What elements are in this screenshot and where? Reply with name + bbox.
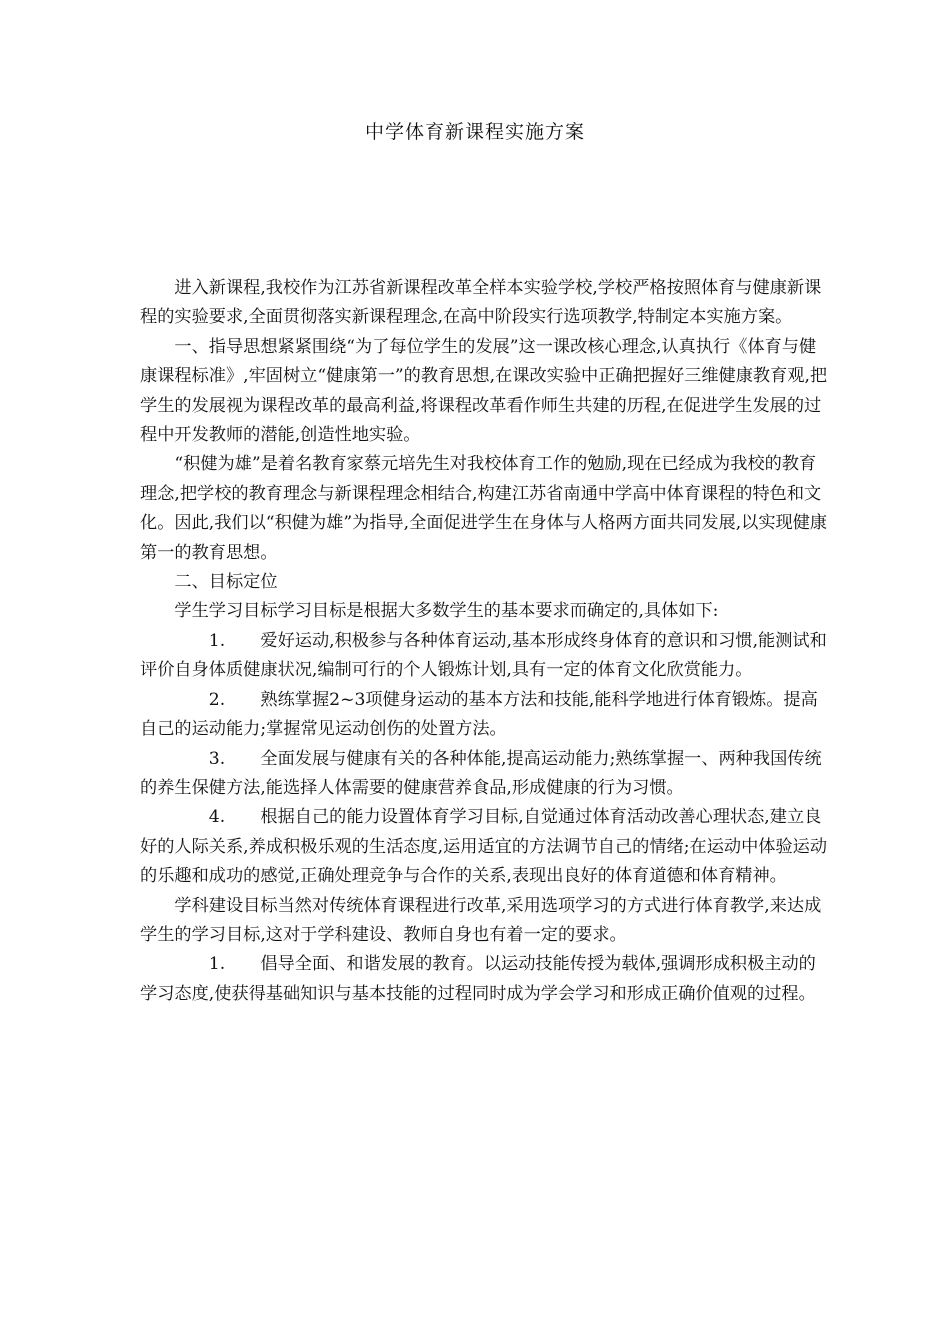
list-text: 爱好运动,积极参与各种体育运动,基本形成终身体育的意识和习惯,能测试和评价自身体质健康状况,编制可行的个人锻炼计划,具有一定的体育文化欣赏能力。	[140, 630, 827, 681]
paragraph-student-goals: 学生学习目标学习目标是根据大多数学生的基本要求而确定的,具体如下:	[174, 601, 719, 622]
list-item-student-goal-2	[140, 686, 830, 745]
paragraph-discipline-goals: 学科建设目标当然对传统体育课程进行改革,采用选项学习的方式进行体育教学,来达成学生的学习目标,这对于学科建设、教师自身也有着一定的要求。	[140, 895, 822, 945]
section-heading-goals: 二、目标定位	[174, 572, 278, 593]
list-number: 3.	[208, 748, 226, 769]
list-number: 4.	[208, 807, 226, 828]
list-text: 根据自己的能力设置体育学习目标,自觉通过体育活动改善心理状态,建立良好的人际关系,养成积极乐观的生活态度,运用适宜的方法调节自己的情绪;在运动中体验运动的乐趣和成功的感觉,正确处理竞争与合作的关系,表现出良好的体育道德和体育精神。	[140, 807, 828, 887]
list-number: 2.	[208, 689, 226, 710]
paragraph-intro: 进入新课程,我校作为江苏省新课程改革全样本实验学校,学校严格按照体育与健康新课程的实验要求,全面贯彻落实新课程理念,在高中阶段实行选项教学,特制定本实施方案。	[140, 278, 822, 328]
list-text: 熟练掌握2~3项健身运动的基本方法和技能,能科学地进行体育锻炼。提高自己的运动能力;掌握常见运动创伤的处置方法。	[140, 689, 818, 740]
document-body	[140, 274, 830, 1009]
list-text: 倡导全面、和谐发展的教育。以运动技能传授为载体,强调形成积极主动的学习态度,使获得基础知识与基本技能的过程同时成为学会学习和形成正确价值观的过程。	[140, 954, 816, 1004]
list-item-discipline-goal-1	[140, 950, 830, 1009]
list-item-student-goal-4	[140, 803, 830, 891]
list-number: 1.	[208, 630, 226, 651]
list-text: 全面发展与健康有关的各种体能,提高运动能力;熟练掌握一、两种我国传统的养生保健方法,能选择人体需要的健康营养食品,形成健康的行为习惯。	[140, 748, 822, 798]
paragraph-jijianweixiong: “积健为雄”是着名教育家蔡元培先生对我校体育工作的勉励,现在已经成为我校的教育理念,把学校的教育理念与新课程理念相结合,构建江苏省南通中学高中体育课程的特色和文化。因此,我们以“积健为雄”为指导,全面促进学生在身体与人格两方面共同发展,以实现健康第一的教育思想。	[140, 454, 828, 563]
list-number: 1.	[208, 954, 226, 975]
paragraph-guiding-ideology: 一、指导思想紧紧围绕“为了每位学生的发展”这一课改核心理念,认真执行《体育与健康课程标准》,牢固树立“健康第一”的教育思想,在课改实验中正确把握好三维健康教育观,把学生的发展视为课程改革的最高利益,将课程改革看作师生共建的历程,在促进学生发展的过程中开发教师的潜能,创造性地实验。	[140, 336, 828, 446]
list-item-student-goal-3	[140, 745, 830, 804]
document-title: 中学体育新课程实施方案	[364, 121, 585, 143]
list-item-student-goal-1	[140, 627, 830, 686]
